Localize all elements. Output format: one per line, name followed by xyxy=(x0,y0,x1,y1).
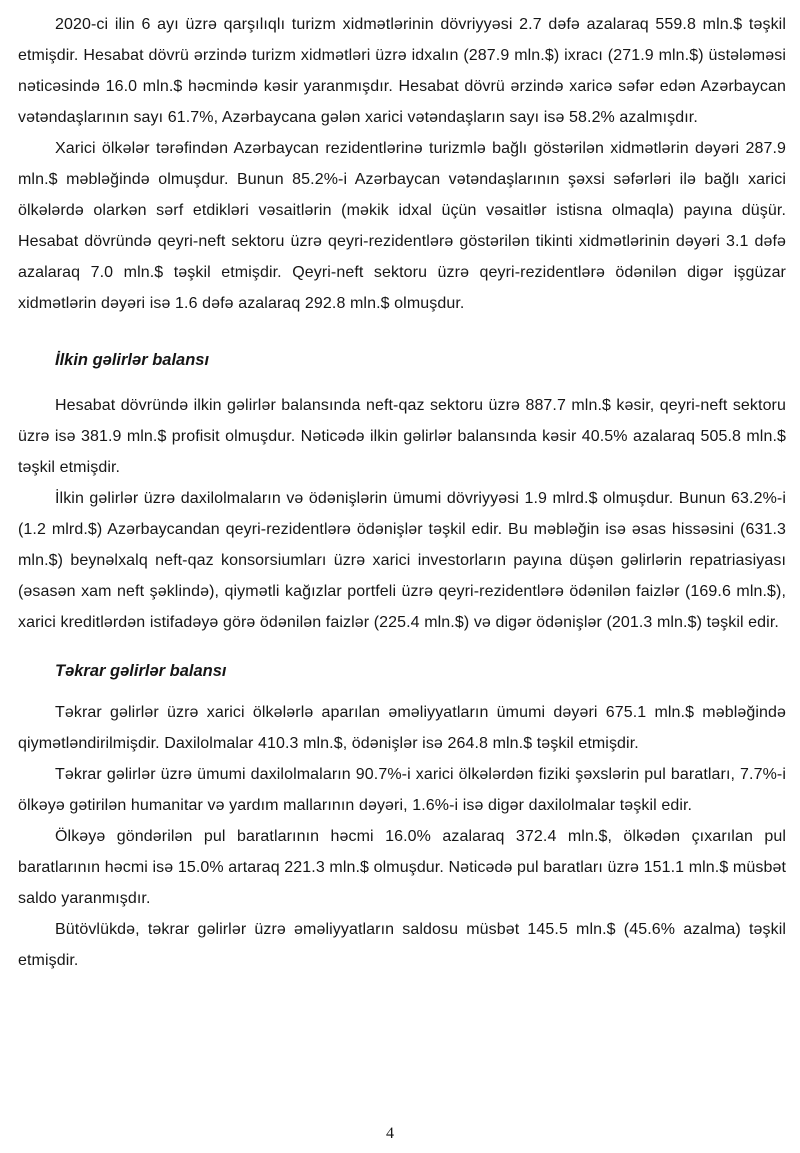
page-number: 4 xyxy=(386,1125,394,1142)
paragraph-remittances: Ölkəyə göndərilən pul baratlarının həcmi 16.0% azalaraq 372.4 mln.$, ölkədən çıxarılan pul baratlarının həcmi isə 15.0% artaraq 221.3 mln.$ olmuşdur. Nəticədə pul baratları üzrə 151.1 mln.$ müsbət saldo yaranmışdır. xyxy=(18,828,786,907)
paragraph-primary-income-summary: Hesabat dövründə ilkin gəlirlər balansında neft-qaz sektoru üzrə 887.7 mln.$ kəsir, qeyri-neft sektoru üzrə isə 381.9 mln.$ profisit olmuşdur. Nəticədə ilkin gəlirlər balansında kəsir 40.5% azalaraq 505.8 mln.$ təşkil etmişdir. xyxy=(18,397,786,476)
paragraph-secondary-income-inflows: Təkrar gəlirlər üzrə ümumi daxilolmaların 90.7%-i xarici ölkələrdən fiziki şəxslərin pul baratları, 7.7%-i ölkəyə gətirilən humanitar və yardım mallarının dəyəri, 1.6%-i isə digər daxilolmalar təşkil edir. xyxy=(18,766,786,814)
paragraph-secondary-income-summary: Təkrar gəlirlər üzrə xarici ölkələrlə aparılan əməliyyatların ümumi dəyəri 675.1 mln.$ məbləğində qiymətləndirilmişdir. Daxilolmalar 410.3 mln.$, ödənişlər isə 264.8 mln.$ təşkil etmişdir. xyxy=(18,704,786,752)
paragraph-tourism-turnover: 2020-ci ilin 6 ayı üzrə qarşılıqlı turizm xidmətlərinin dövriyyəsi 2.7 dəfə azalaraq 559.8 mln.$ təşkil etmişdir. Hesabat dövrü ərzində turizm xidmətləri üzrə idxalın (287.9 mln.$) ixracı (271.9 mln.$) üstələməsi nəticəsində 16.0 mln.$ həcmində kəsir yaranmışdır. Hesabat dövrü ərzində xaricə səfər edən Azərbaycan vətəndaşlarının sayı 61.7%, Azərbaycana gələn xarici vətəndaşların sayı isə 58.2% azalmışdır. xyxy=(18,16,786,126)
paragraph-secondary-income-balance-total: Bütövlükdə, təkrar gəlirlər üzrə əməliyyatların saldosu müsbət 145.5 mln.$ (45.6% azalma) təşkil etmişdir. xyxy=(18,921,786,969)
paragraph-primary-income-breakdown: İlkin gəlirlər üzrə daxilolmaların və ödənişlərin ümumi dövriyyəsi 1.9 mlrd.$ olmuşdur. Bunun 63.2%-i (1.2 mlrd.$) Azərbaycandan qeyri-rezidentlərə ödənişlər təşkil edir. Bu məbləğin isə əsas hissəsini (631.3 mln.$) beynəlxalq neft-qaz konsorsiumları üzrə xarici investorların payına düşən gəlirlərin repatriasiyası (əsasən xam neft şəklində), qiymətli kağızlar portfeli üzrə qeyri-rezidentlərə ödənilən faizlər (169.6 mln.$), xarici kreditlərdən istifadəyə görə ödənilən faizlər (225.4 mln.$) və digər ödənişlər (201.3 mln.$) təşkil edir. xyxy=(18,490,786,631)
section-heading-primary-income-balance: İlkin gəlirlər balansı xyxy=(55,351,210,369)
paragraph-tourism-services-detail: Xarici ölkələr tərəfindən Azərbaycan rezidentlərinə turizmlə bağlı göstərilən xidmətlərin dəyəri 287.9 mln.$ məbləğində olmuşdur. Bunun 85.2%-i Azərbaycan vətəndaşlarının şəxsi səfərləri ilə bağlı xarici ölkələrdə olarkən sərf etdikləri vəsaitlərin (məkik idxal üçün vəsaitlər istisna olmaqla) payına düşür. Hesabat dövründə qeyri-neft sektoru üzrə qeyri-rezidentlərə göstərilən tikinti xidmətlərinin dəyəri 3.1 dəfə azalaraq 7.0 mln.$ təşkil etmişdir. Qeyri-neft sektoru üzrə qeyri-rezidentlərə ödənilən digər işgüzar xidmətlərin dəyəri isə 1.6 dəfə azalaraq 292.8 mln.$ olmuşdur. xyxy=(18,140,786,312)
section-heading-secondary-income-balance: Təkrar gəlirlər balansı xyxy=(55,662,227,680)
